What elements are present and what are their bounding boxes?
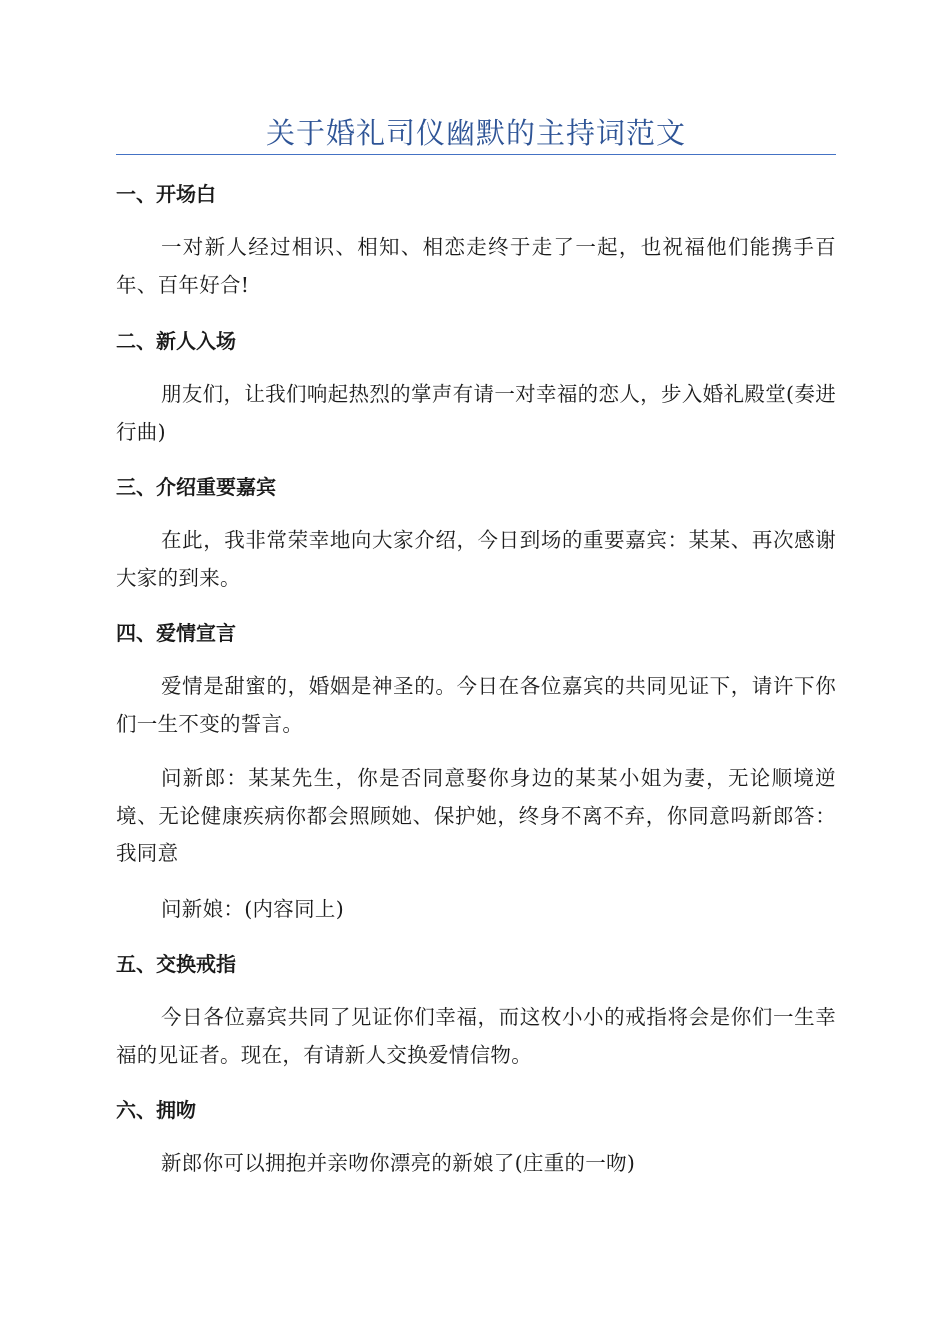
section-opening [116,179,836,209]
paragraph: 一对新人经过相识、相知、相恋走终于走了一起，也祝福他们能携手百年、百年好合! [116,235,836,297]
section-opening-body [116,229,836,304]
paragraph: 问新郎：某某先生，你是否同意娶你身边的某某小姐为妻，无论顺境逆境、无论健康疾病你都会照顾她、保护她，终身不离不弃，你同意吗新郎答：我同意 [116,766,836,865]
paragraph: 爱情是甜蜜的，婚姻是神圣的。今日在各位嘉宾的共同见证下，请许下你们一生不变的誓言。 [116,674,836,736]
section-vows-body-2 [116,760,836,873]
paragraph: 问新娘：(内容同上) [161,897,344,921]
paragraph: 在此，我非常荣幸地向大家介绍，今日到场的重要嘉宾：某某、再次感谢大家的到来。 [116,528,836,590]
section-rings [116,949,836,979]
section-vows-body-1 [116,668,836,743]
paragraph: 朋友们，让我们响起热烈的掌声有请一对幸福的恋人，步入婚礼殿堂(奏进行曲) [116,382,836,444]
section-heading: 三、介绍重要嘉宾 [116,475,276,499]
section-entrance-body [116,376,836,451]
section-heading: 四、爱情宣言 [116,621,236,645]
section-kiss [116,1095,836,1125]
section-heading: 一、开场白 [116,182,216,206]
section-vows [116,618,836,648]
title-underline [116,154,836,155]
paragraph: 新郎你可以拥抱并亲吻你漂亮的新娘了(庄重的一吻) [161,1151,636,1175]
section-kiss-body [116,1145,836,1183]
section-guests-body [116,522,836,597]
section-guests [116,472,836,502]
paragraph: 今日各位嘉宾共同了见证你们幸福，而这枚小小的戒指将会是你们一生幸福的见证者。现在，有请新人交换爱情信物。 [116,1005,836,1067]
section-entrance [116,326,836,356]
section-rings-body [116,999,836,1074]
section-heading: 五、交换戒指 [116,952,236,976]
section-heading: 六、拥吻 [116,1098,196,1122]
section-heading: 二、新人入场 [116,329,236,353]
document-title: 关于婚礼司仪幽默的主持词范文 [265,116,686,150]
section-vows-body-3 [116,891,836,929]
